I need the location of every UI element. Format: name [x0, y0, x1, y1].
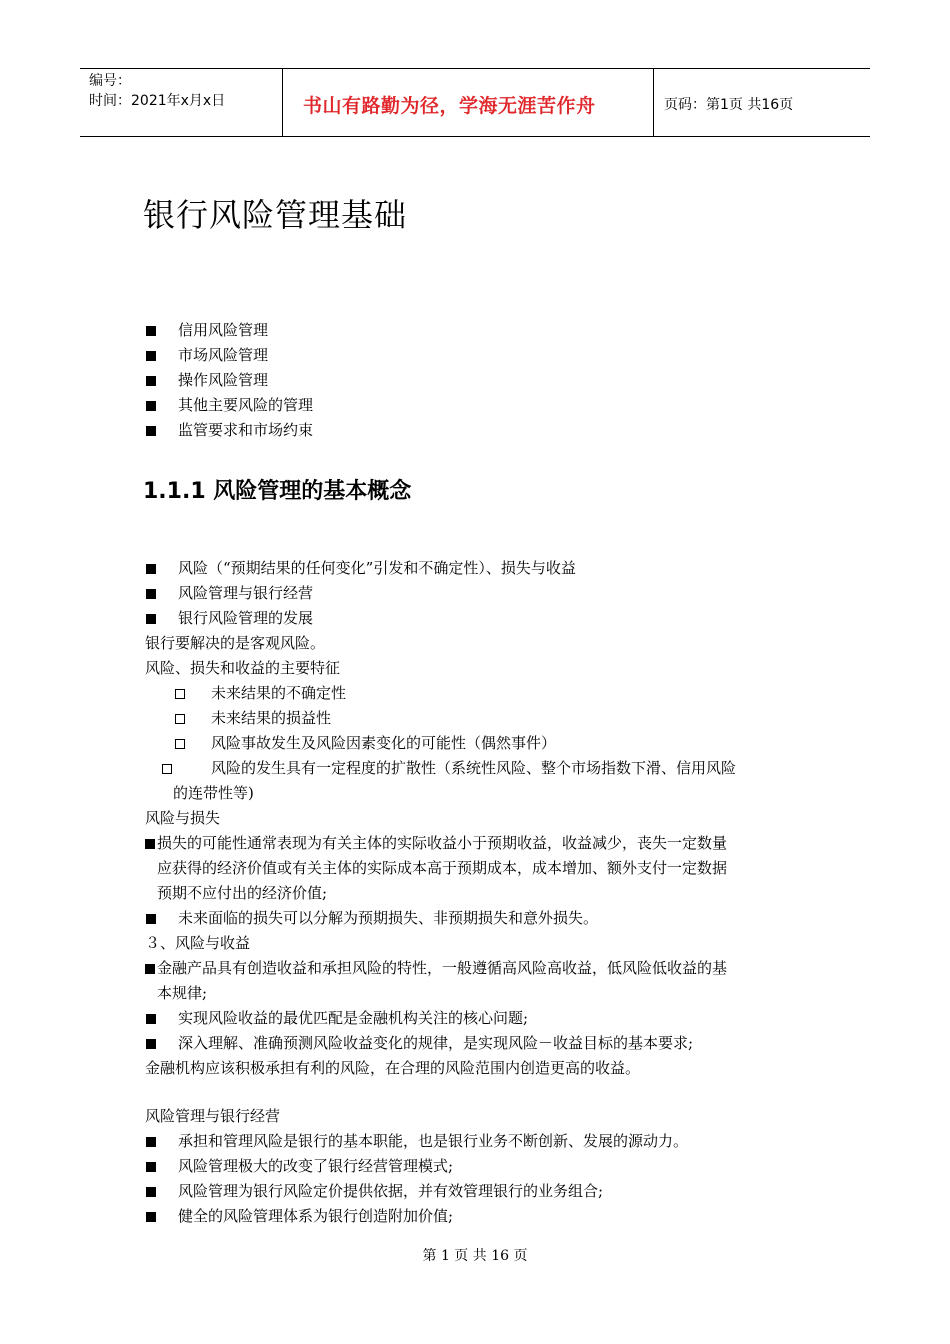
list-item: 深入理解、准确预测风险收益变化的规律，是实现风险－收益目标的基本要求;	[146, 1031, 693, 1056]
bullet-square-icon	[146, 1039, 156, 1049]
motto: 书山有路勤为径，学海无涯苦作舟	[303, 95, 596, 117]
paragraph: 银行要解决的是客观风险。	[145, 634, 326, 652]
bullet-square-icon	[146, 589, 156, 599]
document-title: 银行风险管理基础	[143, 196, 408, 234]
header-meta	[80, 69, 282, 136]
bullet-square-icon	[146, 376, 156, 386]
bullet-square-icon	[145, 964, 155, 974]
paragraph: 金融机构应该积极承担有利的风险，在合理的风险范围内创造更高的收益。	[145, 1059, 641, 1077]
list-item: 承担和管理风险是银行的基本职能，也是银行业务不断创新、发展的源动力。	[146, 1129, 688, 1154]
bullet-square-icon	[146, 326, 156, 336]
list-item-continuation: 预期不应付出的经济价值;	[157, 884, 328, 902]
page-footer: 第 1 页 共 16 页	[422, 1248, 528, 1264]
bullet-square-icon	[146, 914, 156, 924]
checkbox-item-continuation: 的连带性等)	[173, 784, 254, 802]
toc-item: 市场风险管理	[146, 343, 268, 368]
list-item: 健全的风险管理体系为银行创造附加价值;	[146, 1204, 453, 1229]
checkbox-item: 风险事故发生及风险因素变化的可能性（偶然事件）	[175, 731, 556, 756]
bullet-square-icon	[146, 351, 156, 361]
bullet-square-icon	[146, 564, 156, 574]
header-motto-cell	[282, 69, 654, 136]
header-table	[80, 68, 870, 137]
bullet-square-icon	[146, 1162, 156, 1172]
bullet-square-icon	[146, 1212, 156, 1222]
toc-item: 操作风险管理	[146, 368, 268, 393]
checkbox-icon	[175, 714, 185, 724]
checkbox-item: 风险的发生具有一定程度的扩散性（系统性风险、整个市场指数下滑、信用风险	[162, 756, 736, 781]
list-item: 银行风险管理的发展	[146, 606, 313, 631]
list-item: 损失的可能性通常表现为有关主体的实际收益小于预期收益，收益减少，丧失一定数量	[145, 831, 727, 856]
bullet-square-icon	[146, 1187, 156, 1197]
section-title: 1.1.1 风险管理的基本概念	[143, 479, 412, 504]
list-item: 风险管理与银行经营	[146, 581, 313, 606]
bullet-square-icon	[146, 401, 156, 411]
bullet-square-icon	[146, 1014, 156, 1024]
paragraph: 风险管理与银行经营	[145, 1107, 281, 1125]
list-item-continuation: 本规律;	[157, 984, 208, 1002]
bullet-square-icon	[146, 426, 156, 436]
time-label: 时间：2021年x月x日	[89, 93, 226, 109]
paragraph: ３、风险与收益	[145, 934, 251, 952]
bullet-square-icon	[146, 614, 156, 624]
page-info: 页码：第1页 共16页	[664, 96, 794, 113]
list-item-continuation: 应获得的经济价值或有关主体的实际成本高于预期成本，成本增加、额外支付一定数据	[157, 859, 728, 877]
checkbox-icon	[175, 689, 185, 699]
list-item: 风险管理极大的改变了银行经营管理模式;	[146, 1154, 453, 1179]
list-item: 风险管理为银行风险定价提供依据，并有效管理银行的业务组合;	[146, 1179, 603, 1204]
number-label: 编号：	[89, 73, 131, 89]
list-item: 未来面临的损失可以分解为预期损失、非预期损失和意外损失。	[146, 906, 598, 931]
checkbox-icon	[162, 764, 172, 774]
checkbox-icon	[175, 739, 185, 749]
toc-item: 其他主要风险的管理	[146, 393, 313, 418]
list-item: 金融产品具有创造收益和承担风险的特性，一般遵循高风险高收益，低风险低收益的基	[145, 956, 727, 981]
toc-item: 信用风险管理	[146, 318, 268, 343]
toc-item: 监管要求和市场约束	[146, 418, 313, 443]
bullet-square-icon	[146, 1137, 156, 1147]
paragraph: 风险与损失	[145, 809, 221, 827]
paragraph: 风险、损失和收益的主要特征	[145, 659, 341, 677]
checkbox-item: 未来结果的不确定性	[175, 681, 346, 706]
list-item: 实现风险收益的最优匹配是金融机构关注的核心问题;	[146, 1006, 528, 1031]
list-item: 风险（“预期结果的任何变化”引发和不确定性）、损失与收益	[146, 556, 576, 581]
bullet-square-icon	[145, 839, 155, 849]
checkbox-item: 未来结果的损益性	[175, 706, 331, 731]
